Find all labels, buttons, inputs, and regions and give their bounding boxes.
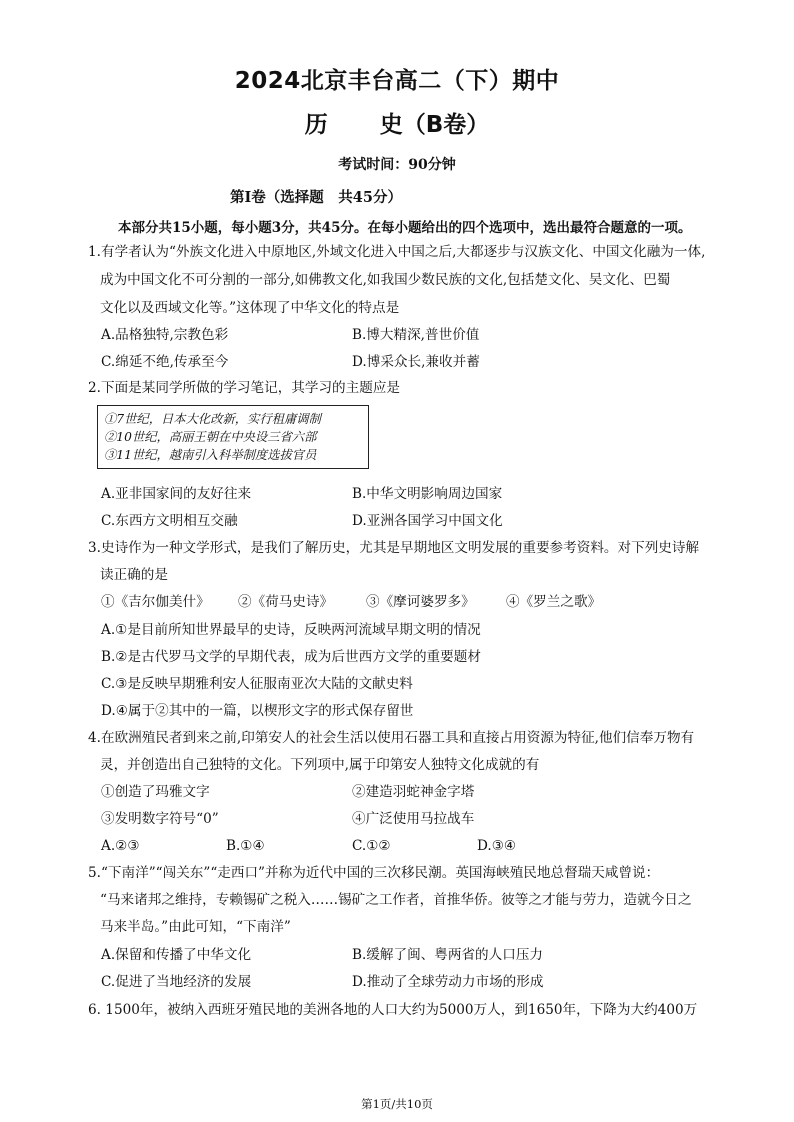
q4-option-d: D.③④ [477,838,517,854]
q4-item-4: ④广泛使用马拉战车 [352,811,475,827]
q5-option-b: B.缓解了闽、粤两省的人口压力 [352,947,544,963]
q2-option-c: C.东西方文明相互交融 [101,513,238,529]
q3-item-3: ③《摩诃婆罗多》 [366,594,475,610]
q3-stem-line-2: 读正确的是 [100,567,168,583]
exam-title: 2024北京丰台高二（下）期中 [234,68,560,94]
q1-stem-line-1: 1.有学者认为“外族文化进入中原地区,外域文化进入中国之后,大都逐步与汉族文化、中国文化融为一体, [88,244,706,260]
q3-item-1: ①《吉尔伽美什》 [101,594,210,610]
q5-stem-line-2: “马来诸邦之维持，专赖锡矿之税入……锡矿之工作者，首推华侨。彼等之才能与劳力，造就今日之 [100,892,692,908]
exam-time: 考试时间：90分钟 [338,157,456,173]
q4-option-a: A.②③ [101,838,140,854]
q3-option-b: B.②是古代罗马文学的早期代表，成为后世西方文学的重要题材 [101,649,481,665]
q4-stem-line-1: 4.在欧洲殖民者到来之前,印第安人的社会生活以使用石器工具和直接占用资源为特征,他们信奉万物有 [88,730,695,746]
q1-stem-line-3: 文化以及西域文化等。”这体现了中华文化的特点是 [100,300,400,316]
q1-stem-line-2: 成为中国文化不可分割的一部分,如佛教文化,如我国少数民族的文化,包括楚文化、吴文化、巴蜀 [100,272,671,288]
study-notes-box [97,405,369,469]
q1-option-c: C.绵延不绝,传承至今 [101,354,229,370]
q3-option-d: D.④属于②其中的一篇，以楔形文字的形式保存留世 [101,703,414,719]
q3-stem-line-1: 3.史诗作为一种文学形式，是我们了解历史，尤其是早期地区文明发展的重要参考资料。对下列史诗解 [88,540,700,556]
subject-char-b: 史（B卷） [379,112,490,138]
q4-stem-line-2: 灵，并创造出自己独特的文化。下列项中,属于印第安人独特文化成就的有 [100,757,540,773]
q5-option-c: C.促进了当地经济的发展 [101,974,252,990]
q5-option-a: A.保留和传播了中华文化 [101,947,252,963]
note-line-2: ②10世纪，高丽王朝在中央设三省六部 [104,430,317,444]
page-footer: 第1页/共10页 [361,1097,433,1111]
q4-item-2: ②建造羽蛇神金字塔 [352,784,475,800]
q4-option-c: C.①② [352,838,391,854]
q1-option-d: D.博采众长,兼收并蓄 [352,354,480,370]
q2-option-a: A.亚非国家间的友好往来 [101,486,252,502]
q3-item-2: ②《荷马史诗》 [238,594,334,610]
q2-option-d: D.亚洲各国学习中国文化 [352,513,503,529]
q6-stem-line-1: 6. 1500年，被纳入西班牙殖民地的美洲各地的人口大约为5000万人，到1650年，下降为大约400万 [88,1002,698,1018]
q1-option-b: B.博大精深,普世价值 [352,327,480,343]
q3-item-4: ④《罗兰之歌》 [506,594,602,610]
note-line-3: ③11世纪，越南引入科举制度选拔官员 [104,448,317,462]
section-instruction: 本部分共15小题，每小题3分，共45分。在每小题给出的四个选项中，选出最符合题意的一项。 [118,220,692,236]
section-heading: 第Ⅰ卷（选择题 共45分） [230,189,402,206]
q4-item-3: ③发明数字符号“0” [101,811,219,827]
q3-option-c: C.③是反映早期雅利安人征服南亚次大陆的文献史料 [101,676,413,692]
q1-option-a: A.品格独特,宗教色彩 [101,327,229,343]
q4-option-b: B.①④ [226,838,265,854]
q4-item-1: ①创造了玛雅文字 [101,784,210,800]
subject-title [0,106,794,139]
q3-option-a: A.①是目前所知世界最早的史诗，反映两河流域早期文明的情况 [101,622,481,638]
q5-option-d: D.推动了全球劳动力市场的形成 [352,974,544,990]
note-line-1: ①7世纪，日本大化改新，实行租庸调制 [104,412,321,426]
q5-stem-line-3: 马来半岛。”由此可知，“下南洋” [100,919,291,935]
q2-option-b: B.中华文明影响周边国家 [352,486,503,502]
subject-char-a: 历 [304,112,328,138]
q5-stem-line-1: 5.“下南洋”“闯关东”“走西口”并称为近代中国的三次移民潮。英国海峡殖民地总督瑞天咸曾说： [88,865,660,881]
q2-stem-line-1: 2.下面是某同学所做的学习笔记，其学习的主题应是 [88,380,401,396]
